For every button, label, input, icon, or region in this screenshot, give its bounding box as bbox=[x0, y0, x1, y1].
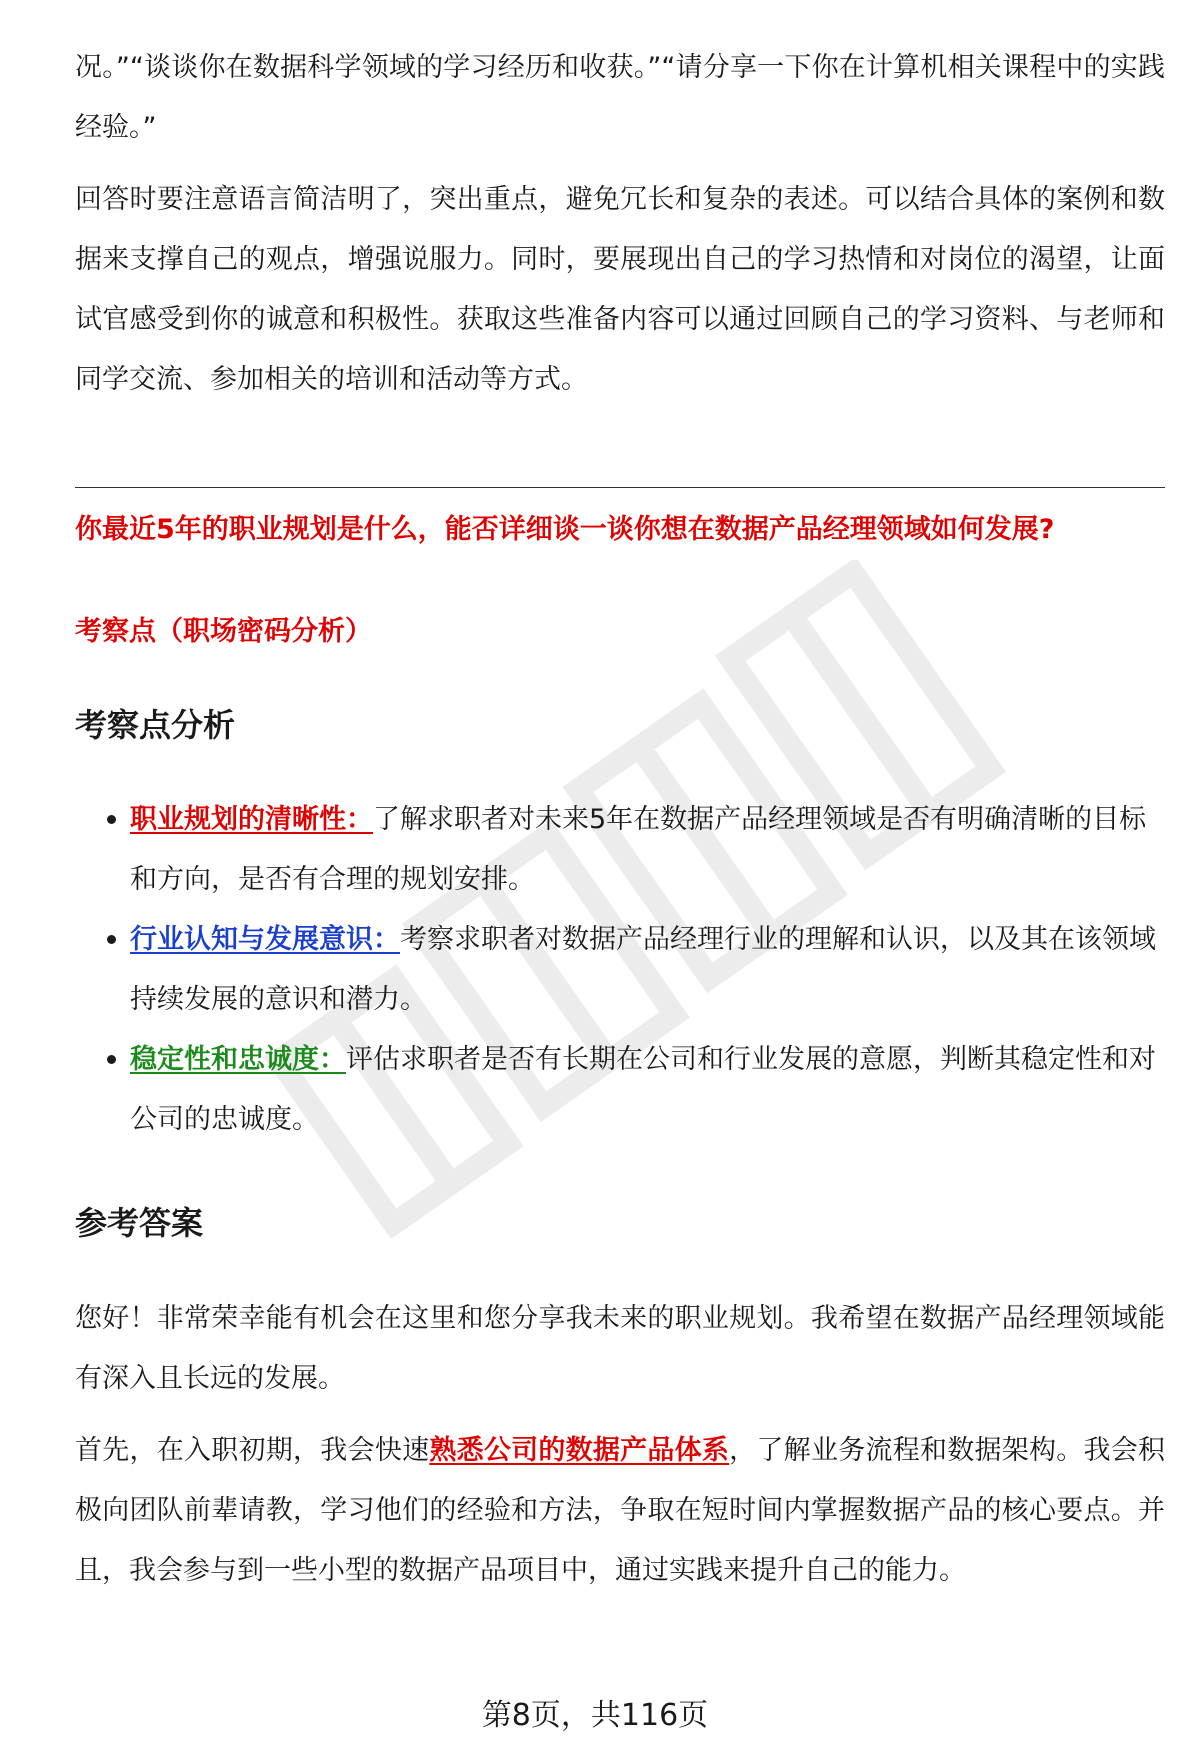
question-title: 你最近5年的职业规划是什么，能否详细谈一谈你想在数据产品经理领域如何发展? bbox=[75, 514, 1055, 545]
analysis-point bbox=[75, 1030, 1165, 1150]
bullet-icon bbox=[107, 815, 116, 824]
analysis-point-text: 评估求职者是否有长期在公司和行业发展的意愿，判断其稳定性和对公司的忠诚度。 bbox=[130, 1044, 1156, 1135]
analysis-point-keyword: 职业规划的清晰性： bbox=[130, 804, 373, 835]
intro-continuation-text: 况。”“谈谈你在数据科学领域的学习经历和收获。”“请分享一下你在计算机相关课程中的实践经验。” bbox=[75, 52, 1165, 143]
answer-paragraph-2-start: 首先，在入职初期，我会快速 bbox=[75, 1435, 430, 1466]
analysis-heading: 考察点分析 bbox=[75, 706, 236, 744]
analysis-point-keyword: 行业认知与发展意识： bbox=[130, 924, 400, 955]
bullet-icon bbox=[107, 1055, 116, 1064]
answer-paragraph-2 bbox=[75, 1421, 1165, 1601]
answer-paragraph-1: 您好！非常荣幸能有机会在这里和您分享我未来的职业规划。我希望在数据产品经理领域能有深入且长远的发展。 bbox=[75, 1303, 1165, 1394]
bullet-icon bbox=[107, 935, 116, 944]
analysis-point bbox=[75, 910, 1165, 1030]
answer-paragraph-2-rest: ，了解业务流程和数据架构。我会积极向团队前辈请教，学习他们的经验和方法，争取在短时间内掌握数据产品的核心要点。并且，我会参与到一些小型的数据产品项目中，通过实践来提升自己的能力。 bbox=[75, 1435, 1166, 1586]
analysis-point-text: 考察求职者对数据产品经理行业的理解和认识，以及其在该领域持续发展的意识和潜力。 bbox=[130, 924, 1156, 1015]
analysis-points-list bbox=[75, 790, 1165, 1150]
section-divider bbox=[75, 487, 1165, 488]
analysis-point-text: 了解求职者对未来5年在数据产品经理领域是否有明确清晰的目标和方向，是否有合理的规划安排。 bbox=[130, 804, 1147, 895]
intro-advice-paragraph: 回答时要注意语言简洁明了，突出重点，避免冗长和复杂的表述。可以结合具体的案例和数据来支撑自己的观点，增强说服力。同时，要展现出自己的学习热情和对岗位的渴望，让面试官感受到你的诚意和积极性。获取这些准备内容可以通过回顾自己的学习资料、与老师和同学交流、参加相关的培训和活动等方式。 bbox=[75, 184, 1165, 395]
question-subtitle: 考察点（职场密码分析） bbox=[75, 616, 372, 647]
analysis-point-keyword: 稳定性和忠诚度： bbox=[130, 1044, 346, 1075]
answer-heading: 参考答案 bbox=[75, 1204, 204, 1242]
analysis-point bbox=[75, 790, 1165, 910]
page-number: 第8页，共116页 bbox=[481, 1698, 709, 1733]
answer-section bbox=[75, 1289, 1165, 1601]
intro-section bbox=[75, 38, 1165, 410]
answer-highlight: 熟悉公司的数据产品体系 bbox=[429, 1435, 730, 1466]
